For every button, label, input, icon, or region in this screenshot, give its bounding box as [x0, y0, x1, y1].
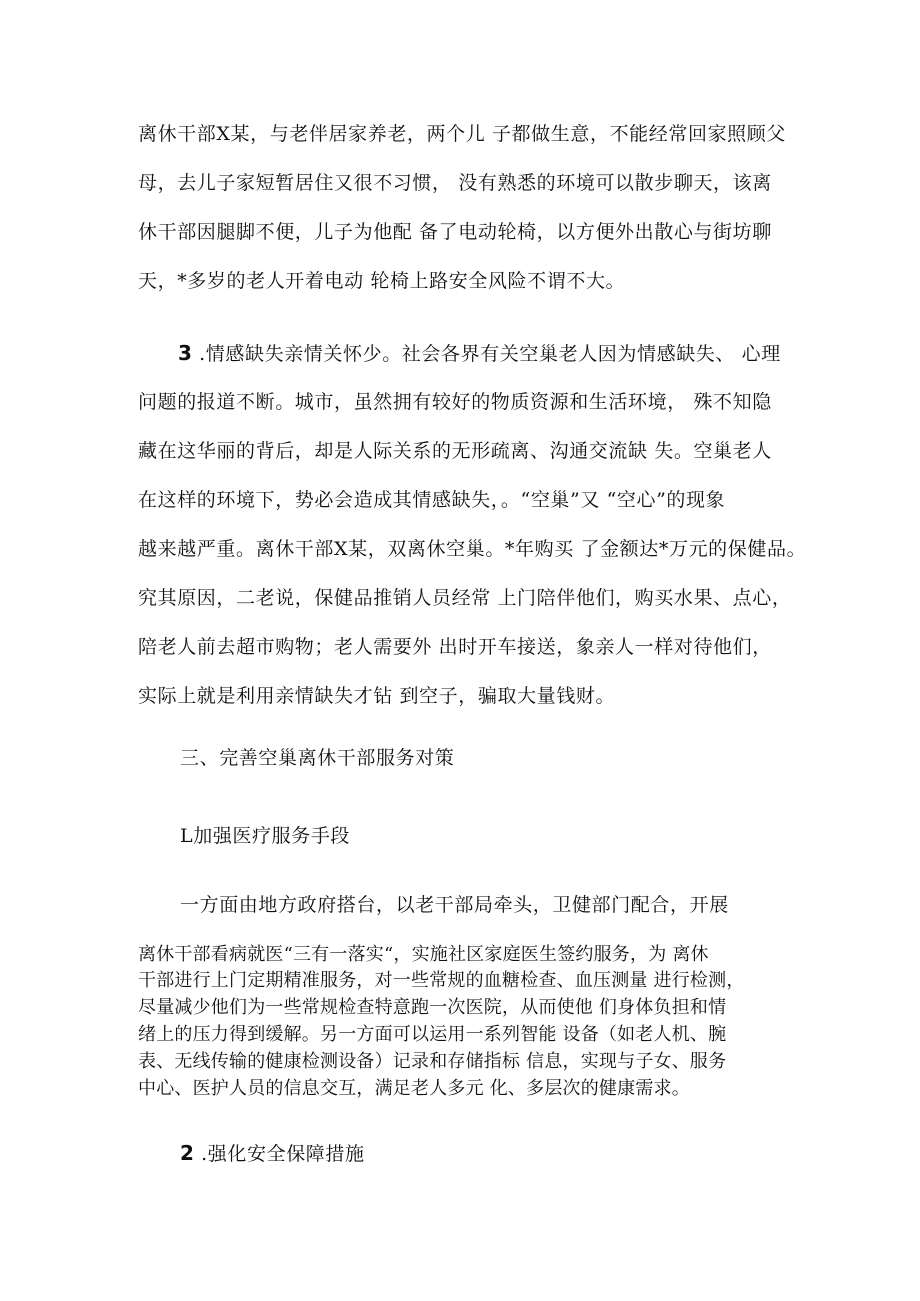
paragraph-2-line-6: 究其原因，二老说，保健品推销人员经常 上门陪伴他们，购买水果、点心， [138, 587, 792, 609]
item-1-intro-line: 一方面由地方政府搭台，以老干部局牵头，卫健部门配合，开展 [180, 894, 729, 916]
item-1-line-4: 绪上的压力得到缓解。另一方面可以运用一系列智能 设备（如老人机、腕 [138, 1024, 727, 1045]
paragraph-2-first-line: .情感缺失亲情关怀少。社会各界有关空巢老人因为情感缺失、 心理 [192, 343, 781, 365]
paragraph-2-line-7: 陪老人前去超市购物；老人需要外 出时开车接送，象亲人一样对待他们， [138, 636, 772, 658]
paragraph-1-line-3: 休干部因腿脚不便，儿子为他配 备了电动轮椅，以方便外出散心与街坊聊 [138, 221, 772, 243]
item-1-line-6: 中心、医护人员的信息交互，满足老人多元 化、多层次的健康需求。 [138, 1078, 690, 1099]
item-1-heading: L加强医疗服务手段 [180, 825, 351, 847]
paragraph-2-line-5: 越来越严重。离休干部X某，双离休空巢。*年购买 了金额达*万元的保健品。 [138, 538, 807, 560]
item-2-heading: .强化安全保障措施 [194, 1143, 365, 1165]
paragraph-2-line-4: 在这样的环境下，势必会造成其情感缺失，。“空巢”又 “空心”的现象 [138, 489, 726, 511]
item-1-line-5: 表、无线传输的健康检测设备）记录和存储指标 信息，实现与子女、服务 [138, 1051, 727, 1072]
paragraph-2-line-2: 问题的报道不断。城市，虽然拥有较好的物质资源和生活环境， 殊不知隐 [138, 391, 772, 413]
item-1-line-2: 干部进行上门定期精准服务，对一些常规的血糖检查、血压测量 进行检测， [138, 970, 745, 991]
item-1-line-3: 尽量减少他们为一些常规检查特意跑一次医院，从而使他 们身体负担和情 [138, 997, 727, 1018]
item-1-line-1: 离休干部看病就医“三有一落实“，实施社区家庭医生签约服务，为 离休 [138, 944, 709, 965]
paragraph-2-line-1 [178, 341, 781, 366]
paragraph-1-line-1: 离休干部X某，与老伴居家养老，两个儿 子都做生意，不能经常回家照顾父 [138, 123, 786, 145]
item-2-heading-line [180, 1141, 365, 1166]
paragraph-2-line-3: 藏在这华丽的背后，却是人际关系的无形疏离、沟通交流缺 失。空巢老人 [138, 440, 772, 462]
paragraph-2-number: 3 [178, 341, 193, 365]
section-3-heading: 三、完善空巢离休干部服务对策 [180, 747, 455, 769]
item-2-number: 2 [180, 1141, 195, 1165]
paragraph-1-line-2: 母，去儿子家短暂居住又很不习惯， 没有熟悉的环境可以散步聊天，该离 [138, 172, 772, 194]
paragraph-1-line-4: 天，*多岁的老人开着电动 轮椅上路安全风险不谓不大。 [138, 270, 626, 292]
paragraph-2-line-8: 实际上就是利用亲情缺失才钻 到空子，骗取大量钱财。 [138, 685, 616, 707]
